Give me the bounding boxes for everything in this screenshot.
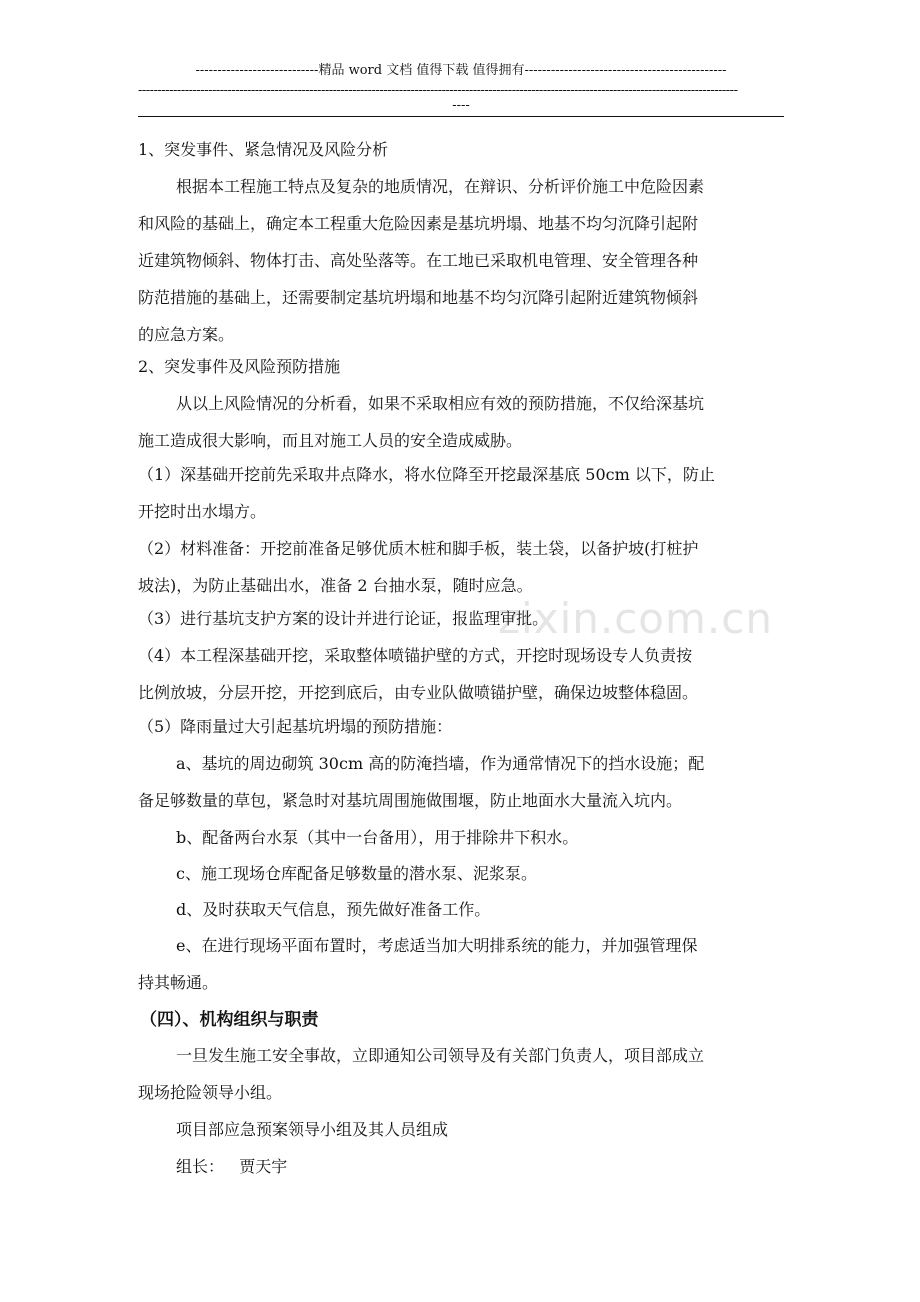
header-dash-line: ---------------------------------------------------------------------------------------------------------------------------------------------------------- (138, 83, 738, 98)
paragraph-line: 现场抢险领导小组。 (138, 1083, 283, 1102)
watermark: zixin.com.cn (498, 594, 773, 643)
list-item-2-cont: 坡法)，为防止基础出水，准备 2 台抽水泵，随时应急。 (138, 576, 533, 595)
list-item-1-cont: 开挖时出水塌方。 (138, 502, 267, 521)
header-dash-tail: ---- (452, 98, 470, 113)
section-2-title: 2、突发事件及风险预防措施 (138, 357, 341, 376)
list-item-1: （1）深基础开挖前先采取井点降水，将水位降至开挖最深基底 50cm 以下，防止 (138, 465, 715, 484)
sub-item-a: a、基坑的周边砌筑 30cm 高的防淹挡墙，作为通常情况下的挡水设施；配 (176, 754, 705, 773)
sub-item-c: c、施工现场仓库配备足够数量的潜水泵、泥浆泵。 (176, 864, 537, 883)
header-banner: ----------------------------精品 word 文档 值得下载 值得拥有---------------------------------------------- (195, 63, 727, 78)
paragraph-line: 一旦发生施工安全事故，立即通知公司领导及有关部门负责人，项目部成立 (176, 1046, 705, 1065)
list-item-4: （4）本工程深基础开挖，采取整体喷锚护壁的方式，开挖时现场设专人负责按 (138, 646, 693, 665)
paragraph-line: 和风险的基础上，确定本工程重大危险因素是基坑坍塌、地基不均匀沉降引起附 (138, 214, 699, 233)
sub-item-a-cont: 备足够数量的草包，紧急时对基坑周围施做围堰，防止地面水大量流入坑内。 (138, 791, 683, 810)
paragraph-line: 近建筑物倾斜、物体打击、高处坠落等。在工地已采取机电管理、安全管理各种 (138, 251, 699, 270)
section-1-title: 1、突发事件、紧急情况及风险分析 (138, 140, 389, 159)
section-4-title: （四）、机构组织与职责 (140, 1010, 319, 1030)
list-item-2: （2）材料准备：开挖前准备足够优质木桩和脚手板，装土袋，以备护坡(打桩护 (138, 539, 699, 558)
sub-item-e: e、在进行现场平面布置时，考虑适当加大明排系统的能力，并加强管理保 (176, 936, 698, 955)
header-rule (138, 116, 784, 117)
paragraph-line: 从以上风险情况的分析看，如果不采取相应有效的预防措施，不仅给深基坑 (176, 394, 705, 413)
list-item-3: （3）进行基坑支护方案的设计并进行论证，报监理审批。 (138, 609, 549, 628)
sub-item-e-cont: 持其畅通。 (138, 973, 219, 992)
paragraph-line: 防范措施的基础上，还需要制定基坑坍塌和地基不均匀沉降引起附近建筑物倾斜 (138, 288, 699, 307)
list-item-4-cont: 比例放坡，分层开挖，开挖到底后，由专业队做喷锚护壁，确保边坡整体稳固。 (138, 683, 699, 702)
sub-item-b: b、配备两台水泵（其中一台备用），用于排除井下积水。 (176, 828, 579, 847)
paragraph-line: 根据本工程施工特点及复杂的地质情况，在辩识、分析评价施工中危险因素 (176, 177, 705, 196)
list-item-5: （5）降雨量过大引起基坑坍塌的预防措施： (138, 717, 453, 736)
paragraph-line: 项目部应急预案领导小组及其人员组成 (176, 1120, 449, 1139)
paragraph-line: 施工造成很大影响，而且对施工人员的安全造成威胁。 (138, 431, 523, 450)
sub-item-d: d、及时获取天气信息，预先做好准备工作。 (176, 900, 491, 919)
paragraph-line: 的应急方案。 (138, 325, 235, 344)
leader-line: 组长： 贾天宇 (176, 1157, 288, 1176)
